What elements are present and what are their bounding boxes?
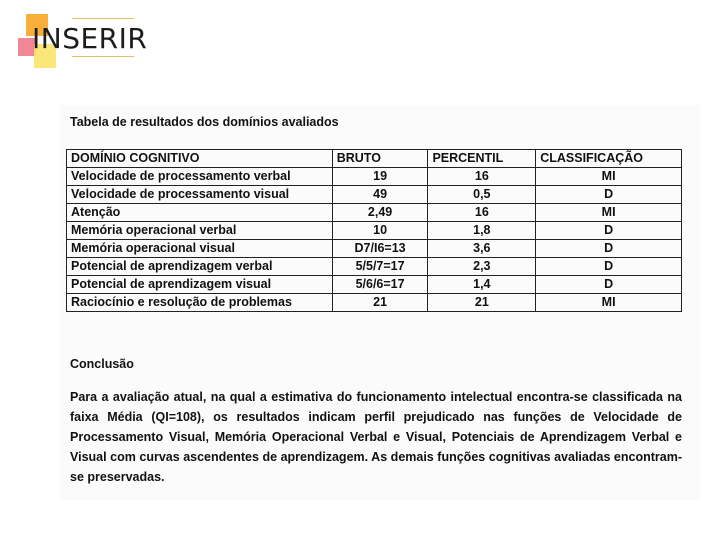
- cell-bruto: 2,49: [332, 204, 428, 222]
- cell-classificacao: MI: [536, 168, 682, 186]
- conclusion-paragraph: Para a avaliação atual, na qual a estimativa do funcionamento intelectual encontra-se classificada na faixa Média (QI=108), os resultados indicam perfil prejudicado nas funções de Velocidade de Processamento Visual, Memória Operacional Verbal e Visual, Potenciais de Aprendizagem Verbal e Visual com curvas ascendentes de aprendizagem. As demais funções cognitivas avaliadas encontram-se preservadas.: [70, 390, 682, 484]
- cell-domain: Memória operacional visual: [67, 240, 333, 258]
- cell-bruto: 5/5/7=17: [332, 258, 428, 276]
- cell-bruto: 19: [332, 168, 428, 186]
- cell-percentil: 1,4: [428, 276, 536, 294]
- header-percentil: PERCENTIL: [428, 150, 536, 168]
- cell-percentil: 2,3: [428, 258, 536, 276]
- results-table: [66, 149, 682, 312]
- conclusion-heading: Conclusão: [70, 357, 134, 371]
- table-row: [67, 168, 682, 186]
- cell-bruto: 5/6/6=17: [332, 276, 428, 294]
- cell-bruto: 10: [332, 222, 428, 240]
- cell-bruto: D7/I6=13: [332, 240, 428, 258]
- cell-domain: Velocidade de processamento verbal: [67, 168, 333, 186]
- cell-percentil: 16: [428, 204, 536, 222]
- cell-classificacao: D: [536, 258, 682, 276]
- cell-domain: Potencial de aprendizagem verbal: [67, 258, 333, 276]
- cell-percentil: 3,6: [428, 240, 536, 258]
- cell-domain: Velocidade de processamento visual: [67, 186, 333, 204]
- logo-text: INSERIR: [32, 22, 148, 55]
- header-domain: DOMÍNIO COGNITIVO: [67, 150, 333, 168]
- table-row: [67, 294, 682, 312]
- table-header-row: [67, 150, 682, 168]
- logo-rule-bottom: [72, 56, 134, 57]
- cell-bruto: 49: [332, 186, 428, 204]
- cell-domain: Atenção: [67, 204, 333, 222]
- header-bruto: BRUTO: [332, 150, 428, 168]
- logo-rule-top: [72, 18, 134, 19]
- cell-classificacao: D: [536, 240, 682, 258]
- cell-percentil: 0,5: [428, 186, 536, 204]
- cell-percentil: 1,8: [428, 222, 536, 240]
- cell-bruto: 21: [332, 294, 428, 312]
- cell-classificacao: D: [536, 276, 682, 294]
- cell-domain: Raciocínio e resolução de problemas: [67, 294, 333, 312]
- table-row: [67, 222, 682, 240]
- cell-percentil: 16: [428, 168, 536, 186]
- table-row: [67, 186, 682, 204]
- table-row: [67, 204, 682, 222]
- cell-classificacao: D: [536, 186, 682, 204]
- cell-classificacao: MI: [536, 294, 682, 312]
- header-classificacao: CLASSIFICAÇÃO: [536, 150, 682, 168]
- cell-percentil: 21: [428, 294, 536, 312]
- table-row: [67, 240, 682, 258]
- table-row: [67, 258, 682, 276]
- cell-classificacao: D: [536, 222, 682, 240]
- table-title: Tabela de resultados dos domínios avaliados: [70, 115, 339, 129]
- scanned-document: [60, 105, 700, 500]
- brand-logo: [18, 12, 158, 76]
- cell-domain: Potencial de aprendizagem visual: [67, 276, 333, 294]
- cell-domain: Memória operacional verbal: [67, 222, 333, 240]
- table-row: [67, 276, 682, 294]
- cell-classificacao: MI: [536, 204, 682, 222]
